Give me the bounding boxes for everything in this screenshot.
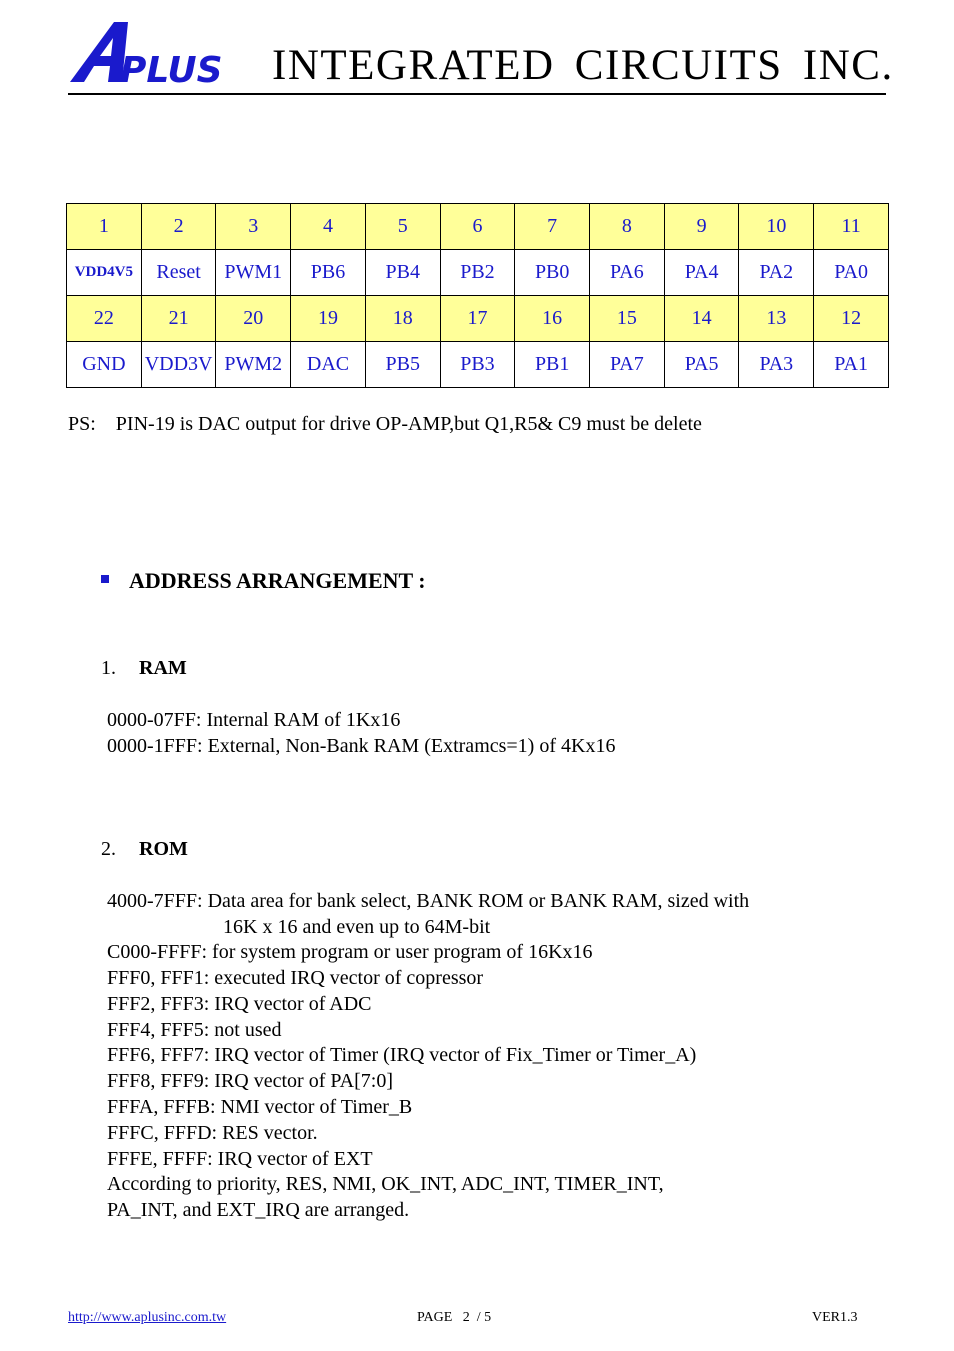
ram-line: 0000-07FF: Internal RAM of 1Kx16: [107, 709, 401, 731]
pin-cell: 7: [515, 204, 590, 250]
pin-cell: 13: [739, 296, 814, 342]
pin-cell: PA1: [814, 342, 889, 388]
ram-number: 1.: [101, 657, 116, 679]
pin-cell: PWM2: [216, 342, 291, 388]
pin-cell: 2: [141, 204, 216, 250]
pin-cell: PA0: [814, 250, 889, 296]
pin-cell: PB2: [440, 250, 515, 296]
rom-line: FFFC, FFFD: RES vector.: [107, 1122, 318, 1144]
pin-cell: 1: [67, 204, 142, 250]
pin-cell: 17: [440, 296, 515, 342]
section-title: ADDRESS ARRANGEMENT :: [129, 568, 426, 593]
pin-cell: DAC: [291, 342, 366, 388]
rom-line: FFF2, FFF3: IRQ vector of ADC: [107, 993, 372, 1015]
pin-cell: 22: [67, 296, 142, 342]
rom-line: According to priority, RES, NMI, OK_INT, ADC_INT, TIMER_INT,: [107, 1173, 664, 1195]
pin-table: [66, 203, 889, 388]
pin-cell: 12: [814, 296, 889, 342]
rom-heading: ROM: [139, 838, 188, 860]
pin-cell: 21: [141, 296, 216, 342]
pin-number-row: [67, 204, 889, 250]
pin-cell: PA7: [590, 342, 665, 388]
pin-cell: PB4: [365, 250, 440, 296]
header-rule: [68, 93, 886, 95]
rom-line: FFF0, FFF1: executed IRQ vector of copressor: [107, 967, 484, 989]
pin-cell: 20: [216, 296, 291, 342]
pin-cell: 5: [365, 204, 440, 250]
pin-cell: PA2: [739, 250, 814, 296]
pin-cell: PWM1: [216, 250, 291, 296]
pin-cell: 4: [291, 204, 366, 250]
pin-cell: 14: [664, 296, 739, 342]
pin-cell: VDD3V: [141, 342, 216, 388]
pin-cell: PA6: [590, 250, 665, 296]
rom-line: FFFA, FFFB: NMI vector of Timer_B: [107, 1096, 413, 1118]
pin-number-row: [67, 296, 889, 342]
svg-text:PLUS: PLUS: [120, 50, 223, 90]
pin-cell: 18: [365, 296, 440, 342]
pin-cell: PB3: [440, 342, 515, 388]
pin-cell: 19: [291, 296, 366, 342]
rom-line: FFF8, FFF9: IRQ vector of PA[7:0]: [107, 1070, 393, 1092]
pin-cell: PA3: [739, 342, 814, 388]
rom-line: FFF6, FFF7: IRQ vector of Timer (IRQ vector of Fix_Timer or Timer_A): [107, 1044, 697, 1066]
square-bullet-icon: [101, 575, 109, 583]
pin-cell: VDD4V5: [67, 250, 142, 296]
ram-heading: RAM: [139, 657, 187, 679]
footer-page-number: PAGE 2 / 5: [417, 1310, 492, 1325]
pin-cell: 11: [814, 204, 889, 250]
pin-cell: PB1: [515, 342, 590, 388]
pin-cell: GND: [67, 342, 142, 388]
pin-cell: PB6: [291, 250, 366, 296]
rom-number: 2.: [101, 838, 116, 860]
pin-cell: PA5: [664, 342, 739, 388]
pin-cell: PB5: [365, 342, 440, 388]
pin-cell: 9: [664, 204, 739, 250]
pin-cell: 6: [440, 204, 515, 250]
pin-cell: PA4: [664, 250, 739, 296]
ram-line: 0000-1FFF: External, Non-Bank RAM (Extramcs=1) of 4Kx16: [107, 735, 616, 757]
footer-version: VER1.3: [812, 1310, 858, 1325]
pin-cell: 10: [739, 204, 814, 250]
footer-website-link[interactable]: http://www.aplusinc.com.tw: [68, 1310, 227, 1325]
pin-cell: Reset: [141, 250, 216, 296]
rom-line: 4000-7FFF: Data area for bank select, BANK ROM or BANK RAM, sized with: [107, 890, 750, 912]
pin-name-row: [67, 250, 889, 296]
pin-cell: 16: [515, 296, 590, 342]
aplus-logo: [68, 18, 244, 90]
pin-cell: 8: [590, 204, 665, 250]
rom-line: FFFE, FFFF: IRQ vector of EXT: [107, 1148, 373, 1170]
pin-cell: PB0: [515, 250, 590, 296]
pin-name-row: [67, 342, 889, 388]
rom-line: 16K x 16 and even up to 64M-bit: [223, 916, 491, 938]
ps-note: PS: PIN-19 is DAC output for drive OP-AMP,but Q1,R5& C9 must be delete: [68, 413, 702, 435]
pin-cell: 3: [216, 204, 291, 250]
company-name: INTEGRATED CIRCUITS INC.: [272, 42, 894, 89]
rom-line: PA_INT, and EXT_IRQ are arranged.: [107, 1199, 410, 1221]
rom-line: FFF4, FFF5: not used: [107, 1019, 282, 1041]
rom-line: C000-FFFF: for system program or user program of 16Kx16: [107, 941, 593, 963]
pin-cell: 15: [590, 296, 665, 342]
